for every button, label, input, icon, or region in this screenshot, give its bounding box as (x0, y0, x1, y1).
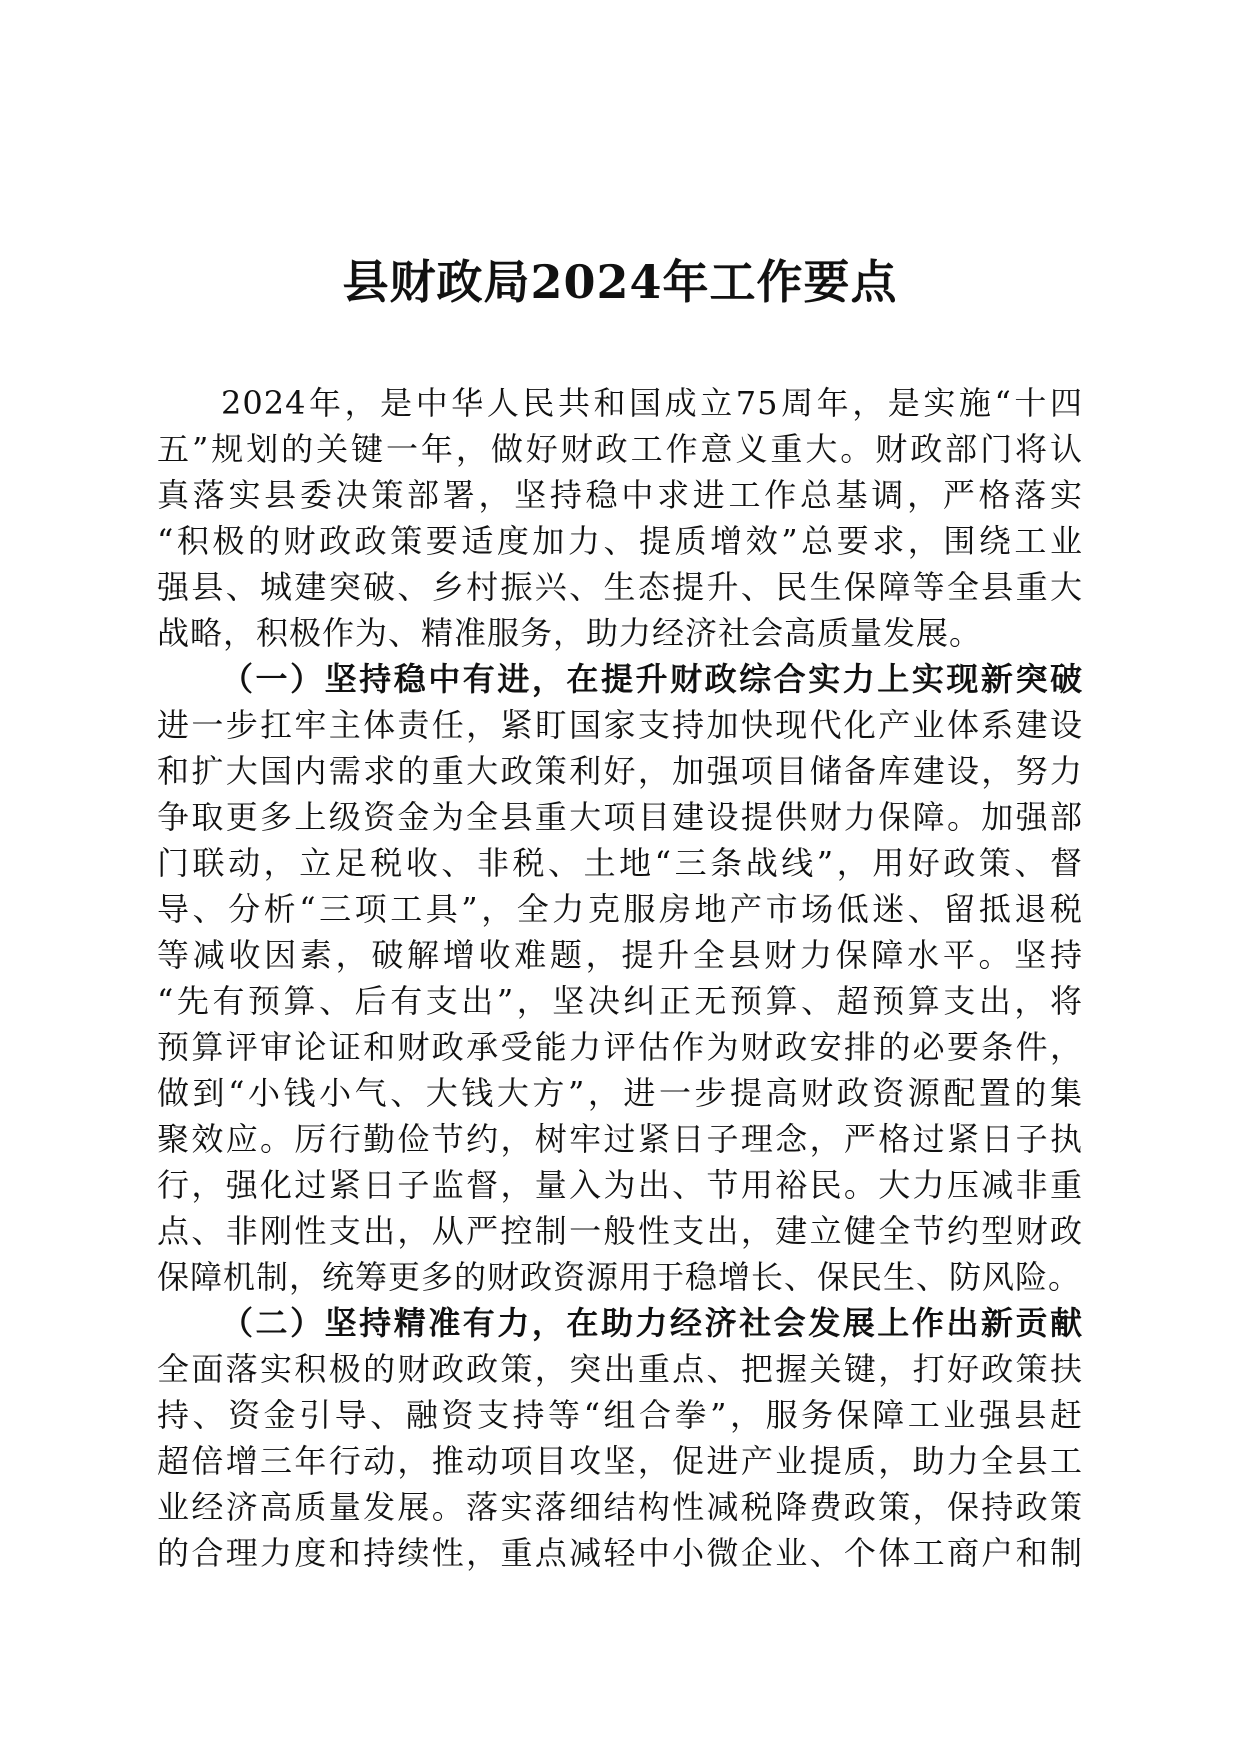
document-title: 县财政局2024年工作要点 (342, 255, 898, 309)
paragraph-line: 2024年，是中华人民共和国成立75周年，是实施“十四 (221, 384, 1083, 422)
paragraph-line: 全面落实积极的财政政策，突出重点、把握关键，打好政策扶 (157, 1350, 1083, 1388)
paragraph-line: 门联动，立足税收、非税、土地“三条战线”，用好政策、督 (157, 844, 1083, 882)
paragraph-line: 持、资金引导、融资支持等“组合拳”，服务保障工业强县赶 (157, 1396, 1083, 1434)
paragraph-line: 强县、城建突破、乡村振兴、生态提升、民生保障等全县重大 (157, 568, 1083, 606)
paragraph-line: 五”规划的关键一年，做好财政工作意义重大。财政部门将认 (157, 430, 1083, 468)
paragraph-line: 业经济高质量发展。落实落细结构性减税降费政策，保持政策 (157, 1488, 1083, 1526)
section-heading: （一）坚持稳中有进，在提升财政综合实力上实现新突破 (221, 660, 1083, 698)
paragraph-line: 和扩大国内需求的重大政策利好，加强项目储备库建设，努力 (157, 752, 1083, 790)
paragraph-line: 等减收因素，破解增收难题，提升全县财力保障水平。坚持 (157, 936, 1083, 974)
paragraph-line: “先有预算、后有支出”，坚决纠正无预算、超预算支出，将 (157, 982, 1083, 1020)
paragraph-line: 导、分析“三项工具”，全力克服房地产市场低迷、留抵退税 (157, 890, 1083, 928)
paragraph-line: 行，强化过紧日子监督，量入为出、节用裕民。大力压减非重 (157, 1166, 1083, 1204)
paragraph-line: 争取更多上级资金为全县重大项目建设提供财力保障。加强部 (157, 798, 1083, 836)
paragraph-line: 点、非刚性支出，从严控制一般性支出，建立健全节约型财政 (157, 1212, 1083, 1250)
section-heading: （二）坚持精准有力，在助力经济社会发展上作出新贡献 (221, 1304, 1083, 1342)
paragraph-line: “积极的财政政策要适度加力、提质增效”总要求，围绕工业 (157, 522, 1083, 560)
paragraph-line: 做到“小钱小气、大钱大方”，进一步提高财政资源配置的集 (157, 1074, 1083, 1112)
paragraph-line: 超倍增三年行动，推动项目攻坚，促进产业提质，助力全县工 (157, 1442, 1083, 1480)
paragraph-line: 进一步扛牢主体责任，紧盯国家支持加快现代化产业体系建设 (157, 706, 1083, 744)
paragraph-line: 聚效应。厉行勤俭节约，树牢过紧日子理念，严格过紧日子执 (157, 1120, 1083, 1158)
paragraph-line: 预算评审论证和财政承受能力评估作为财政安排的必要条件， (157, 1028, 1083, 1066)
document-body (157, 380, 1083, 1576)
paragraph-line: 真落实县委决策部署，坚持稳中求进工作总基调，严格落实 (157, 476, 1083, 514)
paragraph-line: 战略，积极作为、精准服务，助力经济社会高质量发展。 (157, 614, 983, 652)
paragraph-line: 的合理力度和持续性，重点减轻中小微企业、个体工商户和制 (157, 1534, 1083, 1572)
paragraph-line: 保障机制，统筹更多的财政资源用于稳增长、保民生、防风险。 (157, 1258, 1082, 1296)
